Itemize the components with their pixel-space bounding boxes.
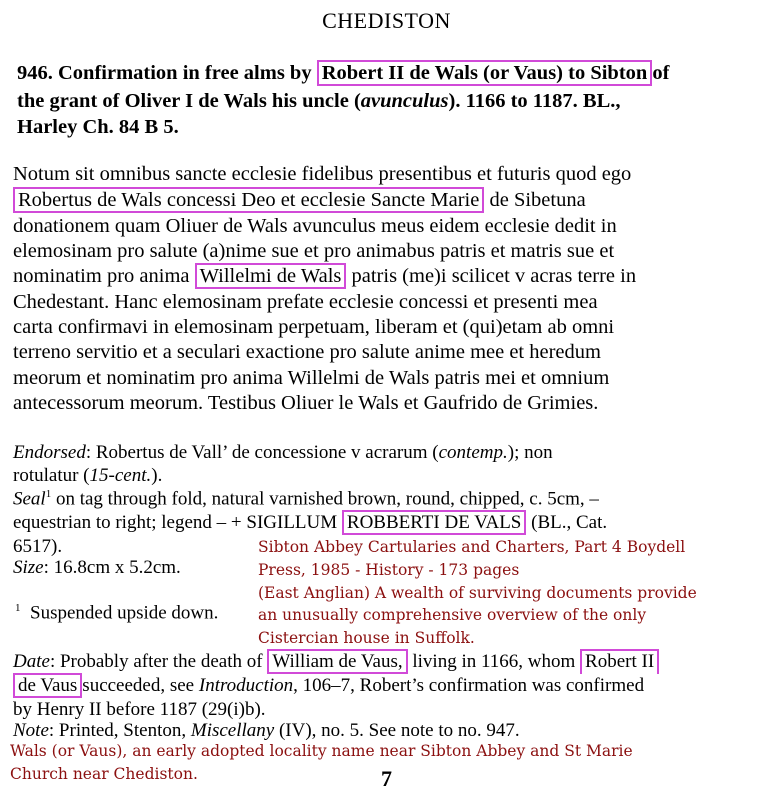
- date-line-2: [13, 675, 644, 697]
- footnote: [15, 602, 218, 624]
- latin-line: terreno servitio et a seculari exactione pro salute anime mee et heredum: [13, 341, 601, 363]
- note-text: on tag through fold, natural varnished brown, round, chipped, c. 5cm, –: [51, 488, 599, 510]
- note-text: equestrian to right; legend – + SIGILLUM: [13, 512, 338, 533]
- latin-text: de Sibetuna: [489, 189, 586, 211]
- seal-line-1: [13, 488, 599, 510]
- date-line-3: by Henry II before 1187 (29(i)b).: [13, 699, 266, 720]
- annotation-line: Sibton Abbey Cartularies and Charters, Part 4 Boydell: [258, 538, 686, 556]
- size-line: [13, 557, 181, 579]
- bottom-annotation-line: Church near Chediston.: [10, 765, 198, 783]
- latin-line: antecessorum meorum. Testibus Oliuer le Wals et Gaufrido de Grimies.: [13, 392, 599, 414]
- footnote-text: Suspended upside down.: [30, 602, 219, 624]
- seal-label: Seal: [13, 488, 46, 510]
- entry-heading-line-1: [17, 62, 669, 85]
- latin-text: patris (me)i scilicet v acras terre in: [351, 265, 637, 287]
- date-label: Date: [13, 651, 50, 672]
- note-text: rotulatur (: [13, 465, 90, 486]
- latin-line: carta confirmavi in elemosinam perpetuam, liberam et (qui)etam ab omni: [13, 316, 615, 338]
- note-text: ); non: [507, 442, 553, 463]
- latin-line: meorum et nominatim pro anima Willelmi de Wals patris mei et omnium: [13, 367, 610, 389]
- miscellany-italic: Miscellany: [190, 720, 275, 741]
- highlight-box-robberti: ROBBERTI DE VALS: [342, 510, 526, 535]
- latin-line: elemosinam pro salute (a)nime sue et pro animabus patris et matris sue et: [13, 240, 615, 262]
- page-number: 7: [381, 766, 392, 791]
- highlight-box-robert-ii: Robert II: [580, 649, 659, 674]
- entry-number: 946.: [17, 62, 53, 84]
- entry-heading-line-3: Harley Ch. 84 B 5.: [17, 116, 179, 138]
- heading-text: ). 1166 to 1187. BL.,: [448, 90, 621, 112]
- latin-line: donationem quam Oliuer de Wals avunculus meus eidem ecclesie dedit in: [13, 215, 617, 237]
- note-italic: 15-cent.: [89, 465, 152, 486]
- introduction-italic: Introduction: [198, 675, 294, 696]
- note-text: : Probably after the death of: [49, 651, 263, 672]
- note-text: (BL., Cat.: [531, 512, 608, 533]
- bottom-annotation-line: Wals (or Vaus), an early adopted locality name near Sibton Abbey and St Marie: [10, 742, 633, 760]
- note-text: succeeded, see: [82, 675, 195, 696]
- note-label: Note: [13, 720, 49, 741]
- annotation-line: (East Anglian) A wealth of surviving documents provide: [258, 584, 697, 602]
- note-text: ).: [151, 465, 163, 486]
- entry-heading-line-2: [17, 90, 621, 113]
- latin-line: Chedestant. Hanc elemosinam prefate ecclesie concessi et presenti mea: [13, 291, 598, 313]
- endorsed-line-2: [13, 465, 162, 487]
- note-text: , 106–7, Robert’s confirmation was confirmed: [293, 675, 645, 696]
- latin-text: nominatim pro anima: [13, 265, 190, 287]
- note-italic: contemp.: [438, 442, 508, 463]
- heading-text: Confirmation in free alms by: [58, 62, 312, 84]
- highlight-box-william: William de Vaus,: [267, 649, 407, 674]
- endorsed-label: Endorsed: [13, 442, 86, 463]
- seal-line-2: [13, 512, 607, 534]
- highlight-box-willelmi: Willelmi de Wals: [195, 263, 347, 289]
- note-text: (IV), no. 5. See note to no. 947.: [278, 720, 520, 741]
- annotation-line: Press, 1985 - History - 173 pages: [258, 561, 520, 579]
- note-text: : Robertus de Vall’ de concessione v acrarum (: [85, 442, 439, 463]
- annotation-line: an unusually comprehensive overview of the only: [258, 606, 647, 624]
- heading-italic: avunculus: [360, 90, 449, 112]
- latin-line: [13, 265, 636, 288]
- latin-line: Notum sit omnibus sancte ecclesie fidelibus presentibus et futuris quod ego: [13, 163, 632, 185]
- highlight-box-robertus: Robertus de Wals concessi Deo et ecclesie Sancte Marie: [13, 187, 484, 213]
- endorsed-line-1: [13, 442, 553, 464]
- highlight-box-de-vaus: de Vaus: [13, 673, 82, 698]
- seal-line-3: 6517).: [13, 536, 63, 557]
- note-text: living in 1166, whom: [412, 651, 576, 672]
- date-line-1: [13, 651, 659, 673]
- footnote-marker: 1: [45, 488, 52, 500]
- size-label: Size: [13, 557, 44, 578]
- footnote-number: 1: [15, 602, 21, 614]
- heading-text: of: [652, 62, 670, 84]
- highlight-box-robert: Robert II de Wals (or Vaus) to Sibton: [317, 60, 653, 86]
- note-text: : 16.8cm x 5.2cm.: [43, 557, 181, 578]
- annotation-line: Cistercian house in Suffolk.: [258, 629, 475, 647]
- heading-text: the grant of Oliver I de Wals his uncle (: [17, 90, 361, 112]
- latin-line: [13, 189, 586, 212]
- page-title: CHEDISTON: [322, 8, 451, 33]
- note-line: [13, 720, 520, 742]
- note-text: : Printed, Stenton,: [48, 720, 187, 741]
